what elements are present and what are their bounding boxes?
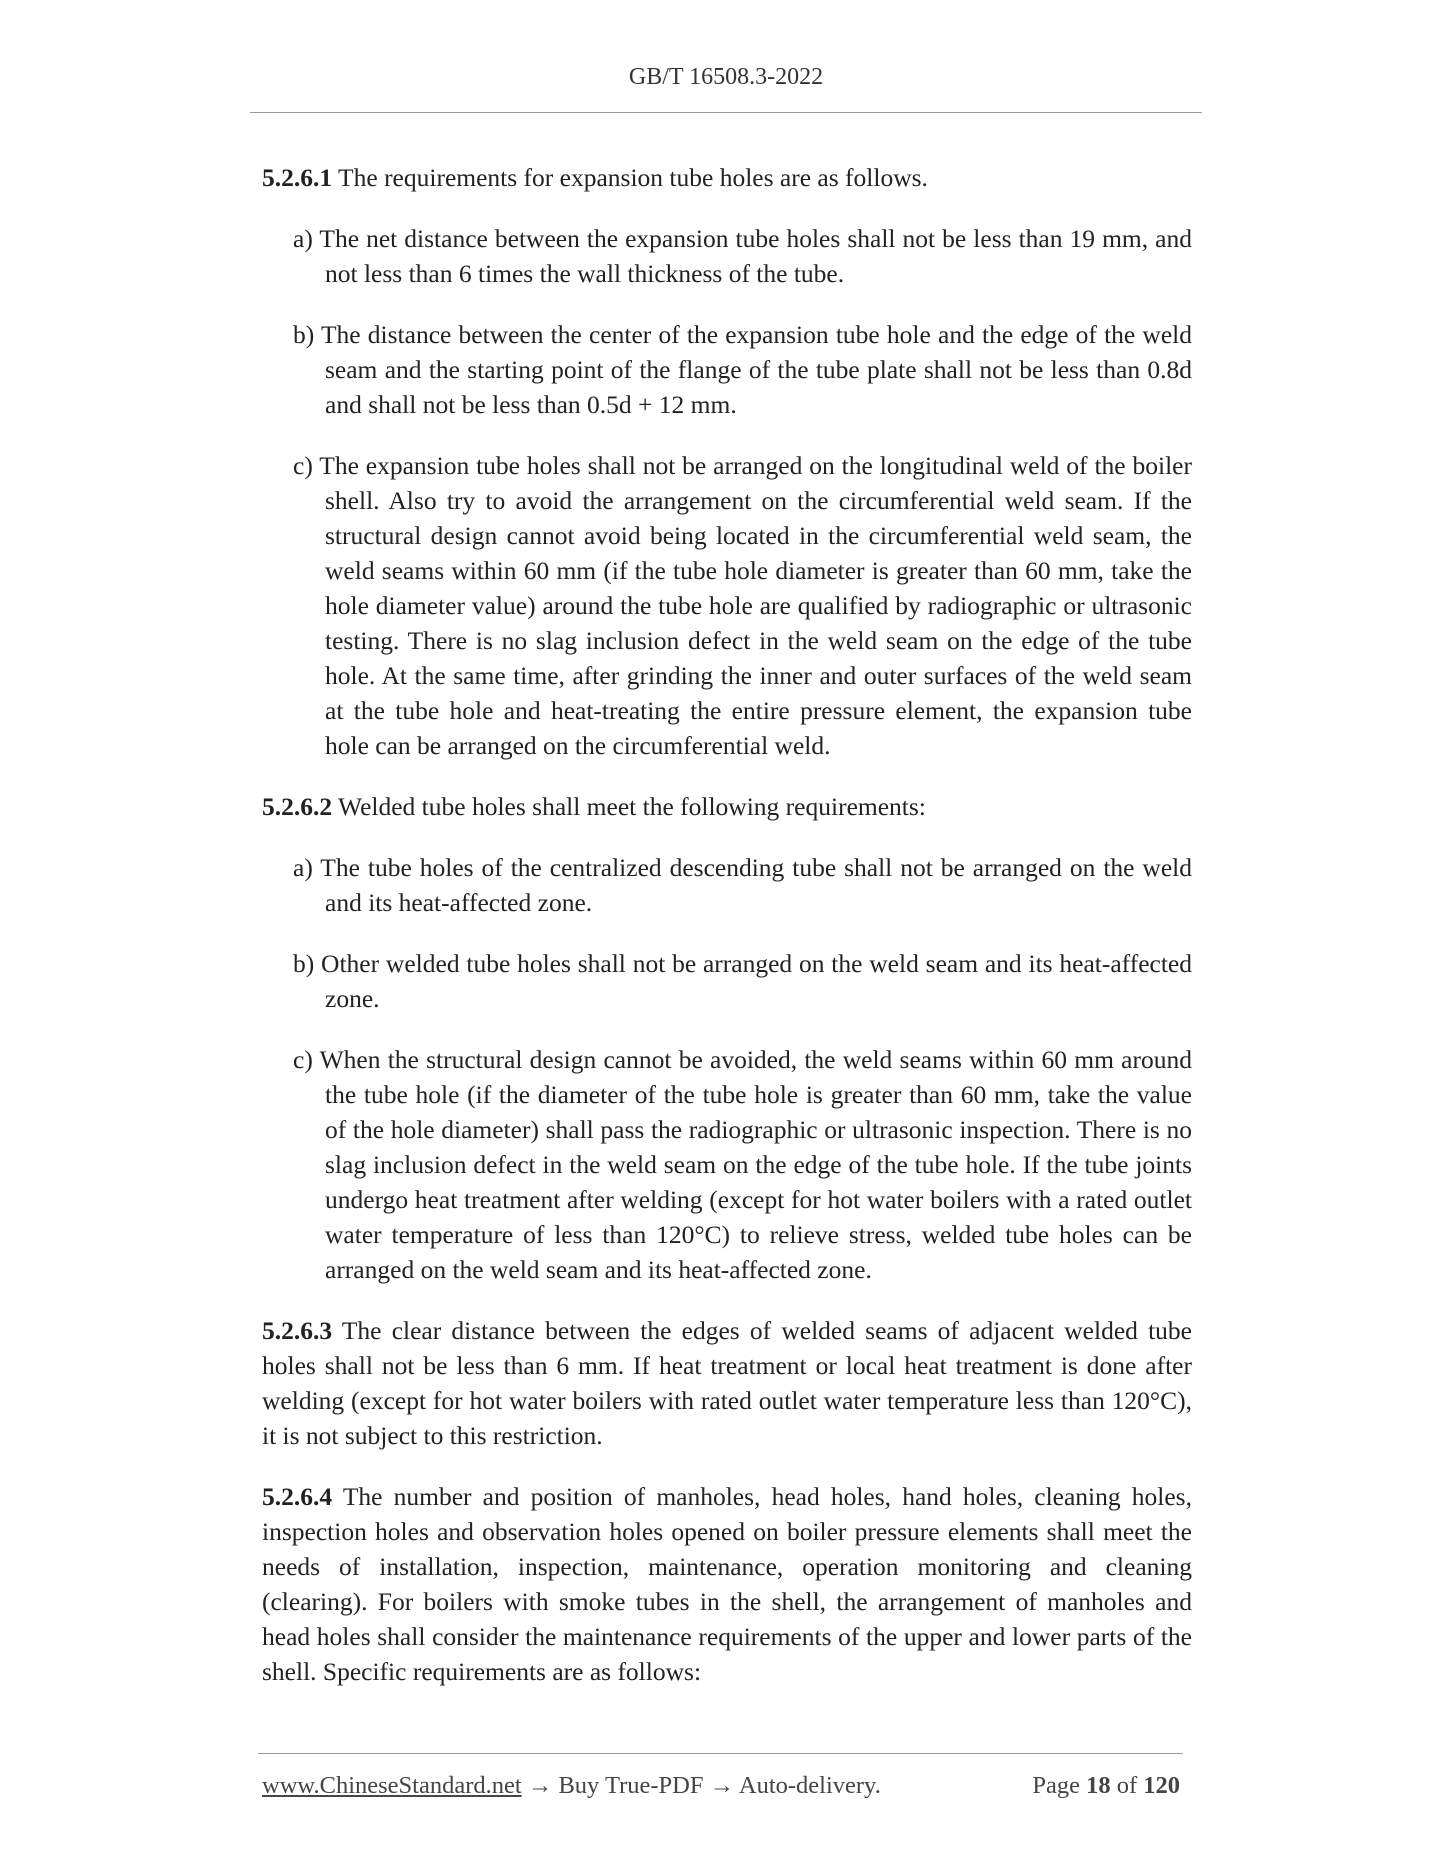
page-header: GB/T 16508.3-2022: [628, 64, 824, 90]
clause-5-2-6-4: [262, 1479, 1192, 1689]
list-item: a) The net distance between the expansion tube holes shall not be less than 19 mm, and not less than 6 times the wall thickness of the tube.: [293, 224, 1192, 288]
clause-text: The clear distance between the edges of welded seams of adjacent welded tube holes shall not be less than 6 mm. If heat treatment or local heat treatment is done after welding (except for hot water boilers with rated outlet water temperature less than 120°C), it is not subject to this restriction.: [262, 1316, 1192, 1450]
clause-text: The number and position of manholes, head holes, hand holes, cleaning holes, inspection holes and observation holes opened on boiler pressure elements shall meet the needs of installation, inspection, maintenance, operation monitoring and cleaning (clearing). For boilers with smoke tubes in the shell, the arrangement of manholes and head holes shall consider the maintenance requirements of the upper and lower parts of the shell. Specific requirements are as follows:: [262, 1482, 1192, 1686]
clause-5-2-6-2: [262, 789, 1192, 824]
clause-text: The requirements for expansion tube holes are as follows.: [338, 163, 928, 192]
clause-number: 5.2.6.2: [262, 792, 333, 821]
list-item: c) The expansion tube holes shall not be arranged on the longitudinal weld of the boiler shell. Also try to avoid the arrangement on the circumferential weld seam. If the structural design cannot avoid being located in the circumferential weld seam, the weld seams within 60 mm (if the tube hole diameter is greater than 60 mm, take the hole diameter value) around the tube hole are qualified by radiographic or ultrasonic testing. There is no slag inclusion defect in the weld seam on the edge of the tube hole. At the same time, after grinding the inner and outer surfaces of the weld seam at the tube hole and heat-treating the entire pressure element, the expansion tube hole can be arranged on the circumferential weld.: [293, 451, 1192, 760]
site-link[interactable]: www.ChineseStandard.net: [262, 1772, 522, 1799]
page-total: 120: [1143, 1772, 1180, 1799]
page-footer: [262, 1772, 1182, 1800]
page-label: Page: [1032, 1772, 1080, 1799]
clause-5-2-6-1: [262, 160, 1192, 195]
clause-5-2-6-3: [262, 1313, 1192, 1453]
clause-number: 5.2.6.4: [262, 1482, 333, 1511]
list-item: b) The distance between the center of the expansion tube hole and the edge of the weld seam and the starting point of the flange of the tube plate shall not be less than 0.8d and shall not be less than 0.5d + 12 mm.: [293, 320, 1192, 419]
clause-number: 5.2.6.1: [262, 163, 333, 192]
header-divider: [250, 112, 1202, 113]
arrow-right-icon: →: [709, 1772, 735, 1799]
document-body: [262, 160, 1192, 1715]
page-indicator: [1032, 1772, 1180, 1800]
page-number: 18: [1086, 1772, 1111, 1799]
list-item: b) Other welded tube holes shall not be arranged on the weld seam and its heat-affected zone.: [293, 949, 1192, 1013]
arrow-right-icon: →: [527, 1772, 553, 1799]
footer-divider: [258, 1753, 1183, 1754]
buy-pdf-text: Buy True-PDF: [558, 1772, 704, 1799]
page-of-label: of: [1116, 1772, 1138, 1799]
clause-number: 5.2.6.3: [262, 1316, 333, 1345]
list-item: c) When the structural design cannot be avoided, the weld seams within 60 mm around the tube hole (if the diameter of the tube hole is greater than 60 mm, take the value of the hole diameter) shall pass the radiographic or ultrasonic inspection. There is no slag inclusion defect in the weld seam on the edge of the tube hole. If the tube joints undergo heat treatment after welding (except for hot water boilers with a rated outlet water temperature of less than 120°C) to relieve stress, welded tube holes can be arranged on the weld seam and its heat-affected zone.: [293, 1045, 1192, 1284]
auto-delivery-text: Auto-delivery.: [738, 1772, 881, 1799]
list-item: a) The tube holes of the centralized descending tube shall not be arranged on the weld and its heat-affected zone.: [293, 853, 1192, 917]
clause-text: Welded tube holes shall meet the following requirements:: [338, 792, 926, 821]
